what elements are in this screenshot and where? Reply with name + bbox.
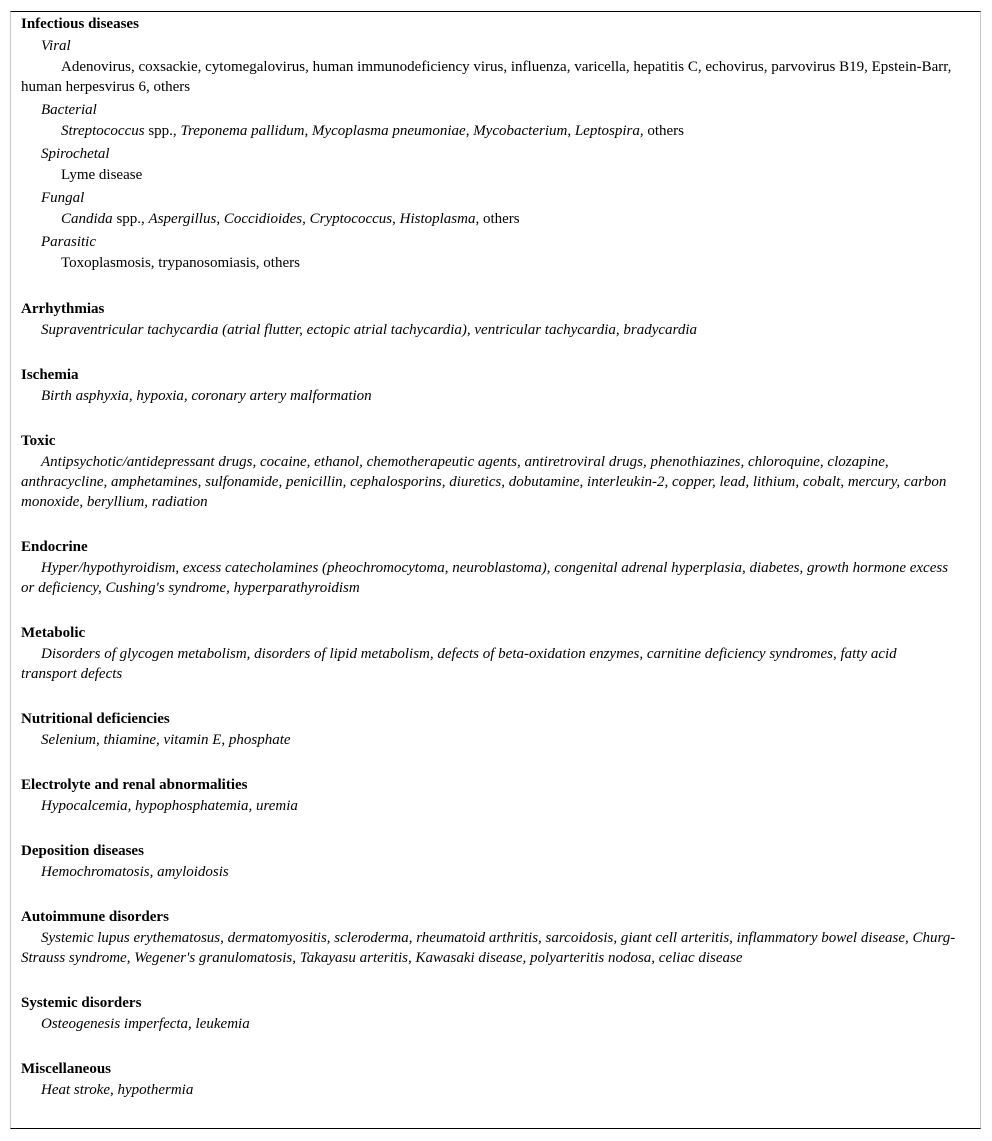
section-description: Hypocalcemia, hypophosphatemia, uremia: [41, 798, 298, 814]
bacterial-item: Mycobacterium: [473, 123, 568, 139]
section-heading: Systemic disorders: [21, 995, 142, 1011]
section-description: Disorders of glycogen metabolism, disorders of lipid metabolism, defects of beta-oxidation enzymes, carnitine deficiency syndromes, fatty acid transport defects: [21, 646, 897, 682]
section-heading: Deposition diseases: [21, 843, 144, 859]
section-description: Systemic lupus erythematosus, dermatomyositis, scleroderma, rheumatoid arthritis, sarcoidosis, giant cell arteritis, inflammatory bowel disease, Churg-Strauss syndrome, Wegener's granulomatosis, Takayasu arteritis, Kawasaki disease, polyarteritis nodosa, celiac disease: [21, 930, 956, 966]
fungal-item: Coccidioides: [223, 211, 303, 227]
fungal-sep: spp.,: [112, 211, 149, 227]
fungal-item: Candida: [61, 211, 113, 227]
section-arrhythmias: [21, 298, 956, 340]
section-heading: Infectious diseases: [21, 16, 139, 32]
subcategory-parasitic: Parasitic: [41, 234, 96, 250]
fungal-list: [21, 209, 956, 229]
section-description: Birth asphyxia, hypoxia, coronary artery malformation: [41, 388, 372, 404]
bacterial-sep: spp.,: [144, 123, 181, 139]
fungal-sep: ,: [392, 211, 400, 227]
fungal-item: Cryptococcus: [309, 211, 393, 227]
bacterial-item: Leptospira: [574, 123, 640, 139]
section-systemic-disorders: [21, 992, 956, 1034]
bacterial-sep: , others: [639, 123, 685, 139]
fungal-sep: ,: [302, 211, 310, 227]
bacterial-sep: ,: [304, 123, 312, 139]
fungal-item: Aspergillus: [148, 211, 217, 227]
subcategory-bacterial: Bacterial: [41, 102, 97, 118]
section-heading: Autoimmune disorders: [21, 909, 169, 925]
section-heading: Arrhythmias: [21, 301, 105, 317]
section-heading: Ischemia: [21, 367, 79, 383]
section-heading: Nutritional deficiencies: [21, 711, 170, 727]
subcategory-viral: Viral: [41, 38, 71, 54]
bacterial-sep: ,: [465, 123, 474, 139]
section-heading: Toxic: [21, 433, 56, 449]
section-heading: Metabolic: [21, 625, 86, 641]
section-heading: Miscellaneous: [21, 1061, 111, 1077]
spirochetal-list: Lyme disease: [61, 167, 143, 183]
section-deposition-diseases: [21, 840, 956, 882]
bacterial-list: [21, 121, 956, 141]
etiology-table: [21, 13, 956, 1124]
fungal-sep: ,: [216, 211, 224, 227]
bacterial-sep: ,: [567, 123, 575, 139]
section-description: Supraventricular tachycardia (atrial flutter, ectopic atrial tachycardia), ventricular tachycardia, bradycardia: [41, 322, 697, 338]
parasitic-list: Toxoplasmosis, trypanosomiasis, others: [61, 255, 300, 271]
bacterial-item: Streptococcus: [61, 123, 145, 139]
section-miscellaneous: [21, 1058, 956, 1100]
section-autoimmune-disorders: [21, 906, 956, 968]
section-description: Heat stroke, hypothermia: [41, 1082, 194, 1098]
section-description: Osteogenesis imperfecta, leukemia: [41, 1016, 250, 1032]
section-heading: Electrolyte and renal abnormalities: [21, 777, 248, 793]
bacterial-item: Mycoplasma pneumoniae: [311, 123, 466, 139]
section-metabolic: [21, 622, 956, 684]
subcategory-fungal: Fungal: [41, 190, 85, 206]
section-description: Antipsychotic/antidepressant drugs, cocaine, ethanol, chemotherapeutic agents, antiretroviral drugs, phenothiazines, chloroquine, clozapine, anthracycline, amphetamines, sulfonamide, penicillin, cephalosporins, diuretics, dobutamine, interleukin-2, copper, lead, lithium, cobalt, mercury, carbon monoxide, beryllium, radiation: [21, 454, 947, 510]
fungal-sep: , others: [475, 211, 520, 227]
section-heading: Endocrine: [21, 539, 88, 555]
viral-list: Adenovirus, coxsackie, cytomegalovirus, human immunodeficiency virus, influenza, varicella, hepatitis C, echovirus, parvovirus B19, Epstein-Barr, human herpesvirus 6, others: [21, 59, 952, 95]
subcategory-spirochetal: Spirochetal: [41, 146, 110, 162]
section-nutritional-deficiencies: [21, 708, 956, 750]
section-ischemia: [21, 364, 956, 406]
fungal-item: Histoplasma: [399, 211, 476, 227]
bacterial-item: Treponema pallidum: [180, 123, 305, 139]
section-infectious-diseases: [21, 13, 956, 273]
section-description: Hyper/hypothyroidism, excess catecholamines (pheochromocytoma, neuroblastoma), congenital adrenal hyperplasia, diabetes, growth hormone excess or deficiency, Cushing's syndrome, hyperparathyroidism: [21, 560, 949, 596]
section-description: Selenium, thiamine, vitamin E, phosphate: [41, 732, 291, 748]
section-endocrine: [21, 536, 956, 598]
section-electrolyte-renal: [21, 774, 956, 816]
section-toxic: [21, 430, 956, 512]
section-description: Hemochromatosis, amyloidosis: [41, 864, 229, 880]
